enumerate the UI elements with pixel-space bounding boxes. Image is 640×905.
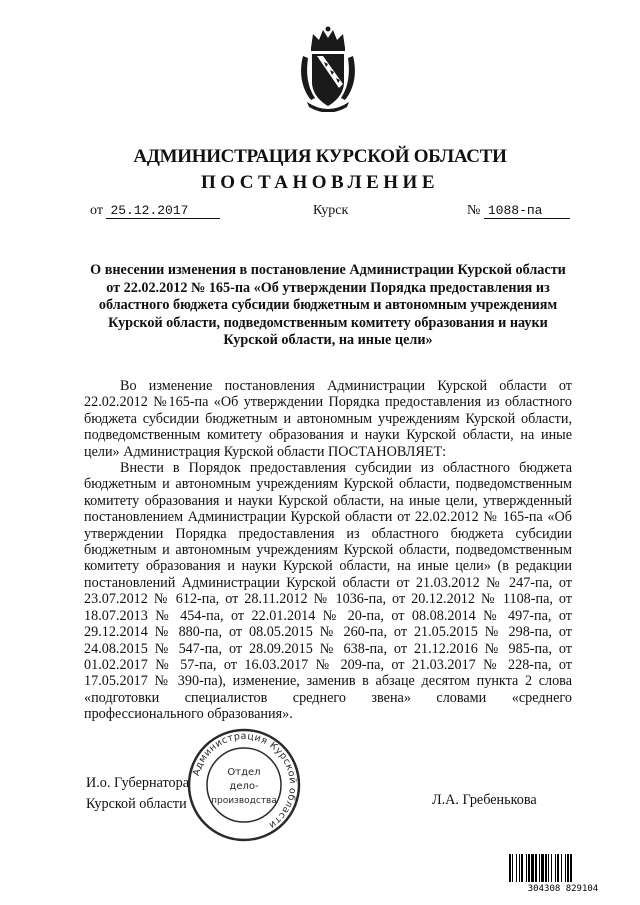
barcode-bar: [521, 854, 523, 882]
barcode-digits: 304308 829104: [527, 884, 599, 893]
barcode-bar: [548, 854, 549, 882]
subject-line: Курской области, на иные цели»: [223, 332, 433, 348]
barcode-bar: [535, 854, 537, 882]
barcode-bar: [516, 854, 517, 882]
barcode-bar: [555, 854, 556, 882]
number-prefix: №: [467, 203, 481, 218]
date-prefix: от: [90, 203, 103, 218]
office-stamp-icon: [186, 727, 302, 843]
barcode-bar: [570, 854, 572, 882]
position-line: И.о. Губернатора: [86, 775, 189, 791]
position-line: Курской области: [86, 796, 187, 812]
barcode-bar: [567, 854, 569, 882]
barcode-bar: [561, 854, 562, 882]
stamp-ring-text: Администрация Курской области: [190, 730, 299, 831]
document-body: [84, 378, 572, 723]
body-paragraph-resolution: Внести в Порядок предоставления субсидии из областного бюджета бюджетным и автономным учреждениям Курской области, подведомственным комитету образования и науки Курской области, на иные цели, утвержденный постановлением Администрации Курской области от 22.02.2012 № 165-па «Об утверждении Порядка предоставления из областного бюджета субсидии бюджетным и автономным учреждениям Курской области, подведомственным комитету образования и науки Курской области, на иные цели» (в редакции постановлений Администрации Курской области от 21.03.2012 № 247-па, от 23.07.2012 № 612-па, от 28.11.2012 № 1036-па, от 20.12.2012 № 1108-па, от 18.07.2013 № 454-па, от 22.01.2014 № 20-па, от 08.08.2014 № 497-па, от 29.12.2014 № 880-па, от 08.05.2015 № 260-па, от 21.05.2015 № 298-па, от 24.08.2015 № 547-па, от 28.09.2015 № 638-па, от 21.12.2016 № 985-па, от 01.02.2017 № 57-па, от 16.03.2017 № 209-па, от 21.03.2017 № 228-па, от 17.05.2017 № 390-па), изменение, заменив в абзаце десятом пункта 2 слова «подготовки специалистов среднего звена» словами «среднего профессионального образования».: [84, 460, 572, 723]
stamp-center-line: дело-: [229, 781, 259, 792]
date-value: 25.12.2017: [106, 203, 220, 219]
barcode-bar: [531, 854, 534, 882]
barcode-bar: [509, 854, 511, 882]
barcode-bar: [528, 854, 530, 882]
signatory-position: [86, 773, 189, 815]
body-paragraph-preamble: Во изменение постановления Администрации Курской области от 22.02.2012 №165-па «Об утверждении Порядка предоставления из областного бюджета субсидии бюджетным и автономным учреждениям Курской области, подведомственным комитету образования и науки Курской области, на иные цели» Администрация Курской области ПОСТАНОВЛЯЕТ:: [84, 378, 572, 460]
document-type: ПОСТАНОВЛЕНИЕ: [200, 172, 440, 193]
barcode-bar: [519, 854, 520, 882]
coat-of-arms-icon: [297, 26, 359, 112]
subject-line: Курской области, подведомственным комитету образования и науки: [108, 314, 548, 331]
barcode: [507, 853, 619, 893]
barcode-bar: [557, 854, 559, 882]
subject-line: от 22.02.2012 № 165-па «Об утверждении Порядка предоставления из: [106, 279, 550, 296]
document-subject: [84, 262, 572, 350]
stamp-center-line: производства: [211, 796, 277, 806]
barcode-bar: [545, 854, 547, 882]
barcode-bar: [551, 854, 552, 882]
barcode-bar: [526, 854, 527, 882]
barcode-bar: [541, 854, 544, 882]
organization-title: АДМИНИСТРАЦИЯ КУРСКОЙ ОБЛАСТИ: [133, 146, 507, 167]
barcode-bar: [512, 854, 513, 882]
barcode-bar: [539, 854, 540, 882]
city-label: Курск: [313, 203, 349, 218]
stamp-center-line: Отдел: [227, 767, 261, 778]
signatory-name: Л.А. Гребенькова: [432, 792, 537, 808]
number-value: 1088-па: [484, 203, 570, 219]
barcode-bar: [565, 854, 566, 882]
subject-line: О внесении изменения в постановление Администрации Курской области: [90, 262, 566, 278]
date-field: [90, 203, 220, 219]
subject-line: областного бюджета субсидии бюджетным и автономным учреждениям: [98, 297, 558, 313]
number-field: [467, 203, 570, 219]
barcode-bars: [509, 854, 572, 882]
